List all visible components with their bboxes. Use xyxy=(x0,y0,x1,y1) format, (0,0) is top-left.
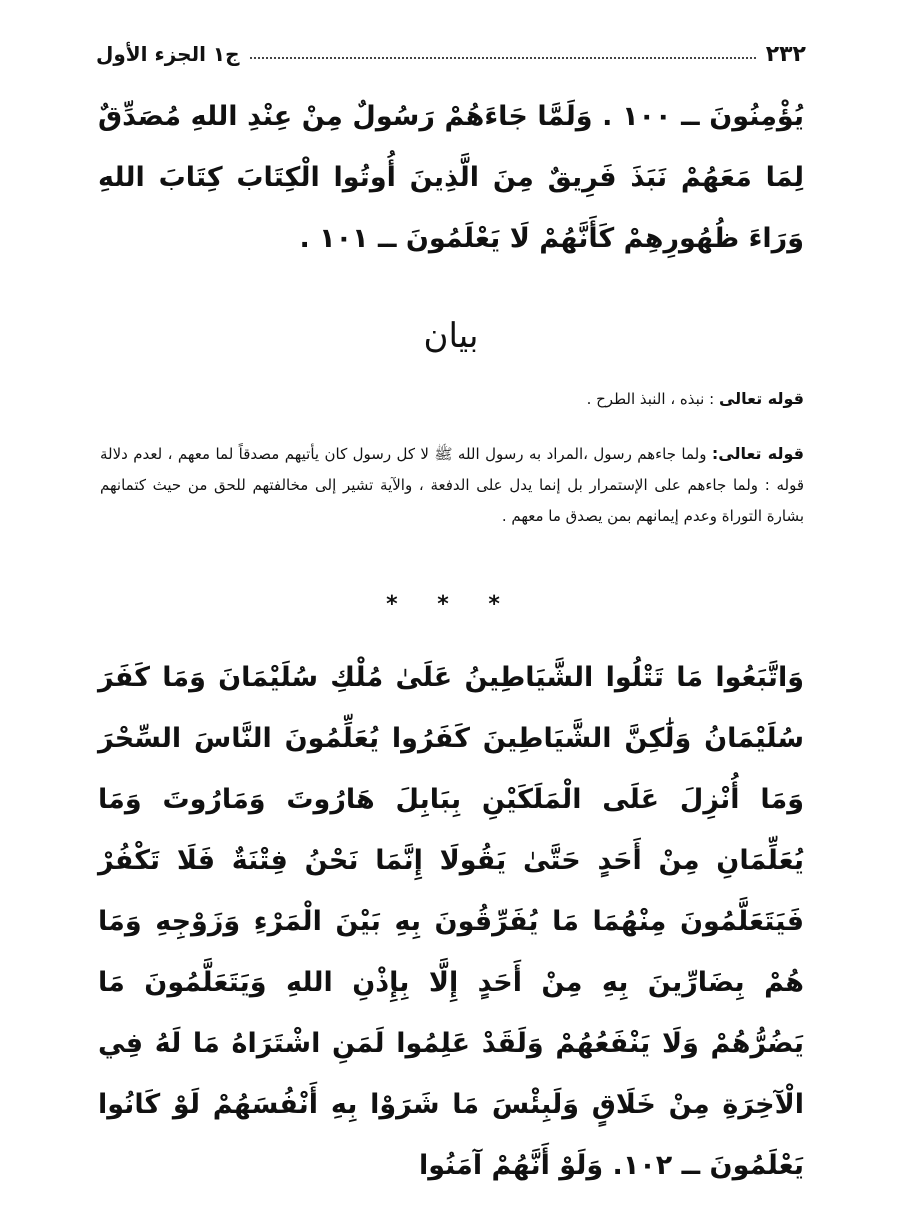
part-label: ج١ الجزء الأول xyxy=(96,42,240,66)
note-2-label: قوله تعالى: xyxy=(711,444,804,463)
page-number: ٢٣٢ xyxy=(765,41,806,67)
note-2-text: ولما جاءهم رسول ،المراد به رسول الله ﷺ لا كل رسول كان يأتيهم مصدقاً لما معهم ، لعدم دلالة قوله : ولما جاءهم على الإستمرار بل إنما يدل على الدفعة ، والآية تشير إلى مخالفتهم للحق من حيث كتمانهم بشارة التوراة وعدم إيمانهم بمن يصدق ما معهم . xyxy=(100,445,804,525)
note-1-label: قوله تعالى xyxy=(718,389,804,408)
section-separator: * * * xyxy=(386,592,516,617)
section-title: بيان xyxy=(423,316,479,356)
verse-block-bottom: وَاتَّبَعُوا مَا تَتْلُوا الشَّيَاطِينُ عَلَىٰ مُلْكِ سُلَيْمَانَ وَمَا كَفَرَ سُلَيْمَانُ وَلَٰكِنَّ الشَّيَاطِينَ كَفَرُوا يُعَلِّمُونَ النَّاسَ السِّحْرَ وَمَا أُنْزِلَ عَلَى الْمَلَكَيْنِ بِبَابِلَ هَارُوتَ وَمَارُوتَ وَمَا يُعَلِّمَانِ مِنْ أَحَدٍ حَتَّىٰ يَقُولَا إِنَّمَا نَحْنُ فِتْنَةٌ فَلَا تَكْفُرْ فَيَتَعَلَّمُونَ مِنْهُمَا مَا يُفَرِّقُونَ بِهِ بَيْنَ الْمَرْءِ وَزَوْجِهِ وَمَا هُمْ بِضَارِّينَ بِهِ مِنْ أَحَدٍ إِلَّا بِإِذْنِ اللهِ وَيَتَعَلَّمُونَ مَا يَضُرُّهُمْ وَلَا يَنْفَعُهُمْ وَلَقَدْ عَلِمُوا لَمَنِ اشْتَرَاهُ مَا لَهُ فِي الْآخِرَةِ مِنْ خَلَاقٍ وَلَبِئْسَ مَا شَرَوْا بِهِ أَنْفُسَهُمْ لَوْ كَانُوا يَعْلَمُونَ ــ ١٠٢. وَلَوْ أَنَّهُمْ آمَنُوا xyxy=(98,662,804,1181)
commentary-note-1 xyxy=(100,385,804,413)
verse-block-top: يُؤْمِنُونَ ــ ١٠٠ . وَلَمَّا جَاءَهُمْ رَسُولٌ مِنْ عِنْدِ اللهِ مُصَدِّقٌ لِمَا مَعَهُمْ نَبَذَ فَرِيقٌ مِنَ الَّذِينَ أُوتُوا الْكِتَابَ كِتَابَ اللهِ وَرَاءَ ظُهُورِهِمْ كَأَنَّهُمْ لَا يَعْلَمُونَ ــ ١٠١ . xyxy=(98,101,804,254)
header-dotted-leader xyxy=(250,57,756,59)
note-1-text: : نبذه ، النبذ الطرح . xyxy=(586,390,715,408)
running-header xyxy=(96,38,806,70)
commentary-note-2 xyxy=(100,438,804,532)
